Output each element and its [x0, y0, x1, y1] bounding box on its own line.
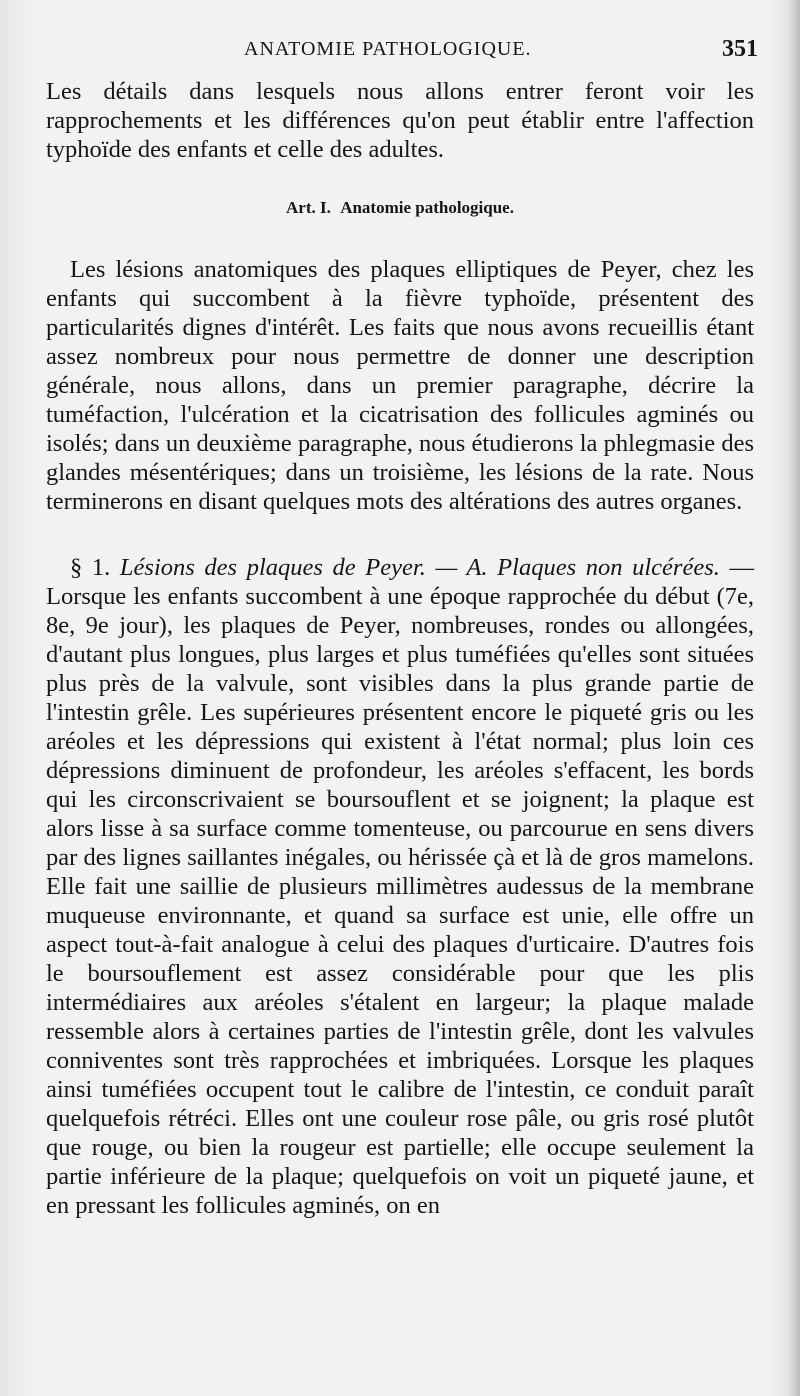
article-heading	[0, 198, 800, 218]
page-number: 351	[722, 36, 758, 62]
body-paragraph-text: Les lésions anatomiques des plaques elliptiques de Peyer, chez les enfants qui succombent à la fièvre typhoïde, présentent des particularités dignes d'intérêt. Les faits que nous avons recueillis étant assez nombreux pour nous permettre de donner une description générale, nous allons, dans un premier paragraphe, décrire la tuméfaction, l'ulcération et la cicatrisation des follicules agminés ou isolés; dans un deuxième paragraphe, nous étudierons la phlegmasie des glandes mésentériques; dans un troisième, les lésions de la rate. Nous terminerons en disant quelques mots des altérations des autres organes.	[46, 256, 754, 515]
body-paragraph	[46, 255, 754, 516]
page-header	[46, 38, 758, 70]
article-number: Art. I.	[286, 198, 331, 217]
section-body: — Lorsque les enfants succombent à une époque rapprochée du début (7e, 8e, 9e jour), les plaques de Peyer, nombreuses, rondes ou allongées, d'autant plus longues, plus larges et plus tuméfiées qu'elles sont situées plus près de la valvule, sont visibles dans la plus grande partie de l'intestin grêle. Les supérieures présentent encore le piqueté gris ou les aréoles et les dépressions qui existent à l'état normal; plus loin ces dépressions diminuent de profondeur, les aréoles s'effacent, les bords qui les circonscrivaient se boursouflent et se joignent; la plaque est alors lisse à sa surface comme tomenteuse, ou parcourue en sens divers par des lignes saillantes inégales, ou hérissée çà et là de gros mamelons. Elle fait une saillie de plusieurs millimètres audessus de la membrane muqueuse environnante, et quand sa surface est unie, elle offre un aspect tout-à-fait analogue à celui des plaques d'urticaire. D'autres fois le boursouflement est assez considérable pour que les plis intermédiaires aux aréoles s'étalent en largeur; la plaque malade ressemble alors à certaines parties de l'intestin grêle, dont les valvules conniventes sont très rapprochées et imbriquées. Lorsque les plaques ainsi tuméfiées occupent tout le calibre de l'intestin, ce conduit paraît quelquefois rétréci. Elles ont une couleur rose pâle, ou gris rosé plutôt que rouge, ou bien la rougeur est partielle; elle occupe seulement la partie inférieure de la plaque; quelquefois on voit un piqueté jaune, et en pressant les follicules agminés, on en	[46, 554, 755, 1219]
section-paragraph	[46, 553, 754, 1220]
intro-paragraph	[46, 77, 754, 164]
article-title: Anatomie pathologique.	[340, 198, 514, 217]
running-title: ANATOMIE PATHOLOGIQUE.	[244, 38, 532, 60]
section-mark: § 1.	[70, 554, 111, 581]
section-subtitle: — A. Plaques non ulcérées.	[435, 554, 720, 581]
intro-paragraph-text: Les détails dans lesquels nous allons entrer feront voir les rapprochements et les différences qu'on peut établir entre l'affection typhoïde des enfants et celle des adultes.	[46, 78, 754, 163]
section-title: Lésions des plaques de Peyer.	[119, 554, 426, 581]
